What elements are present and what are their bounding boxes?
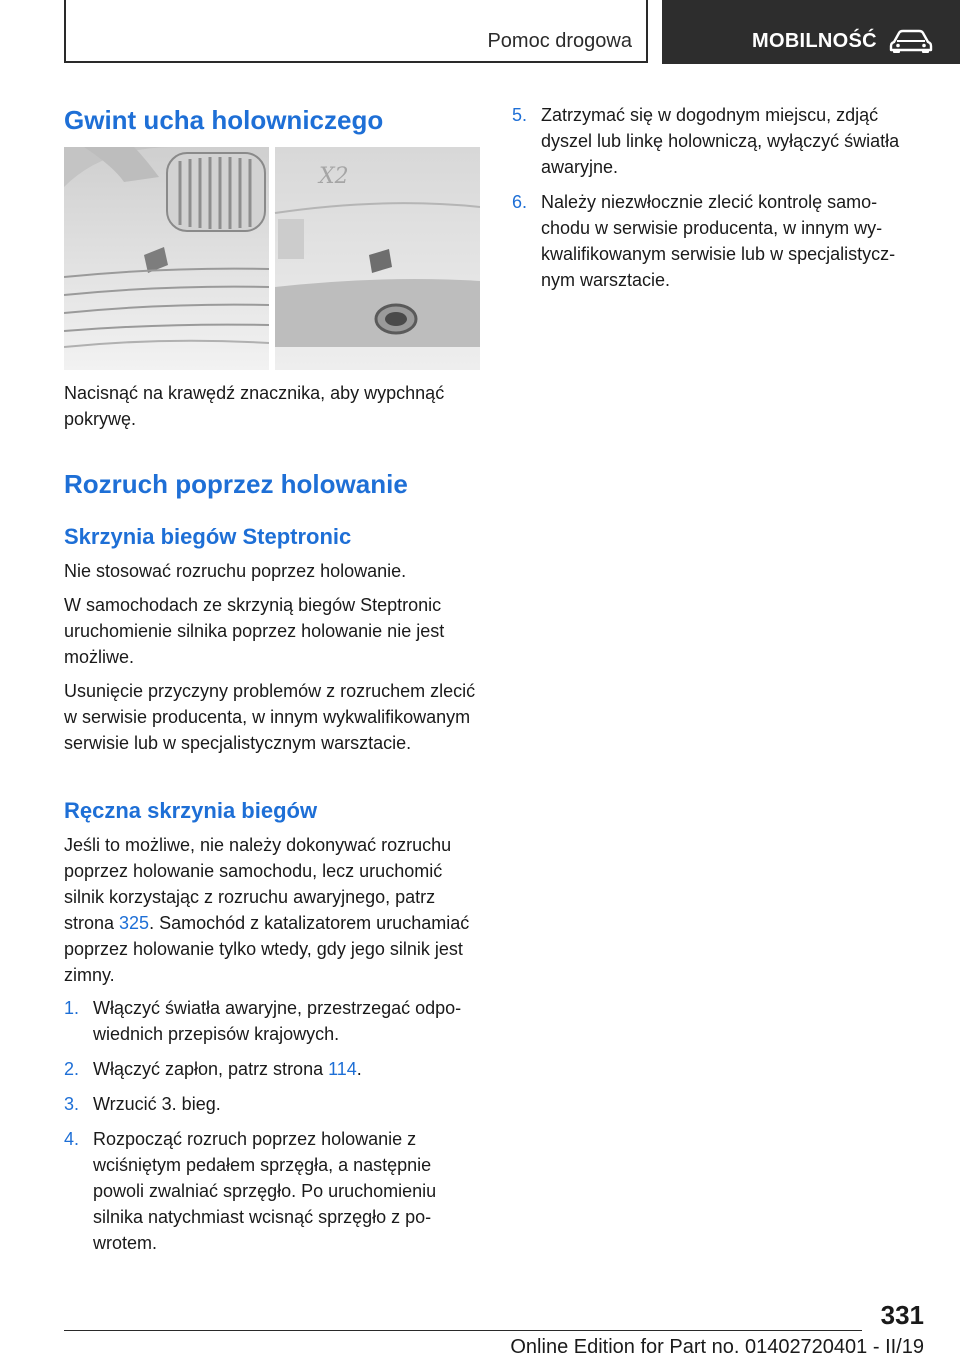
bumper-illustration [64, 147, 480, 370]
chapter-title: MOBILNOŚĆ [752, 30, 877, 52]
step-number: 4. [64, 1129, 80, 1149]
bumper-drawing [64, 147, 480, 370]
step-text: Zatrzymać się w dogodnym miejscu, zdjąć dyszel lub linkę holowniczą, wyłączyć światła awaryjne. [541, 105, 900, 177]
list-item [64, 995, 480, 1047]
step-number: 2. [64, 1059, 80, 1079]
header-chapter-tab [662, 0, 960, 64]
step-text: Włączyć zapłon, patrz strona [93, 1059, 329, 1079]
page-link-114[interactable]: 114 [328, 1059, 357, 1079]
steps-list-right [512, 102, 920, 302]
paragraph: Usunięcie przyczyny problemów z rozruchem zlecić w serwisie producenta, w innym wykwalifikowanym serwisie lub w specjalistycznym warsztacie. [64, 681, 476, 753]
text: Jeśli to możliwe, nie należy dokonywać rozruchu poprzez holowanie samochodu, lecz uruchomić silnik korzystając z rozruchu awaryjnego, patrz strona [64, 835, 452, 933]
paragraph: W samochodach ze skrzynią biegów Steptronic uruchomienie silnika poprzez holowanie nie jest możliwe. [64, 595, 445, 667]
page-link-325[interactable]: 325 [119, 913, 150, 933]
footer-divider [64, 1330, 862, 1331]
list-item [512, 189, 920, 293]
heading-tow-eye-thread: Gwint ucha holowniczego [64, 105, 384, 135]
steps-list-left [64, 995, 480, 1265]
step-number: 5. [512, 105, 528, 125]
list-item [64, 1126, 480, 1256]
header-section-tab [64, 0, 648, 63]
step-text: Rozpocząć rozruch poprzez holowanie z wciśniętym pedałem sprzęgła, a następnie powoli zwalniać sprzęgło. Po uruchomieniu silnika natychmiast wcisnąć sprzęgło z powrotem. [93, 1129, 437, 1253]
paragraph-manual [64, 832, 476, 988]
page-number: 331 [880, 1300, 924, 1330]
step-number: 1. [64, 998, 80, 1018]
list-item [64, 1056, 480, 1082]
step-text: Włączyć światła awaryjne, przestrzegać odpowiednich przepisów krajowych. [93, 998, 462, 1044]
step-text: . [356, 1059, 362, 1079]
text: . Samochód z katalizatorem uruchamiać poprzez holowanie tylko wtedy, gdy jego silnik jest zimny. [64, 913, 470, 985]
heading-tow-start: Rozruch poprzez holowanie [64, 469, 408, 499]
model-badge: X2 [319, 164, 349, 189]
section-title: Pomoc drogowa [487, 30, 632, 52]
car-icon [888, 28, 934, 54]
list-item [64, 1091, 480, 1117]
subheading-steptronic: Skrzynia biegów Steptronic [64, 524, 352, 549]
list-item [512, 102, 920, 180]
subheading-manual-gearbox: Ręczna skrzynia biegów [64, 798, 318, 823]
step-number: 3. [64, 1094, 80, 1114]
edition-note: Online Edition for Part no. 01402720401 - II/19 [510, 1336, 924, 1358]
step-text: Należy niezwłocznie zlecić kontrolę samochodu w serwisie producenta, w innym wykwalifikowanym serwisie lub w specjalistycznym warsztacie. [541, 192, 896, 290]
figure-caption: Nacisnąć na krawędź znacznika, aby wypchnąć pokrywę. [64, 383, 445, 429]
step-number: 6. [512, 192, 528, 212]
step-text: Wrzucić 3. bieg. [93, 1094, 221, 1114]
paragraph: Nie stosować rozruchu poprzez holowanie. [64, 561, 407, 581]
steptronic-text-block [64, 558, 478, 756]
